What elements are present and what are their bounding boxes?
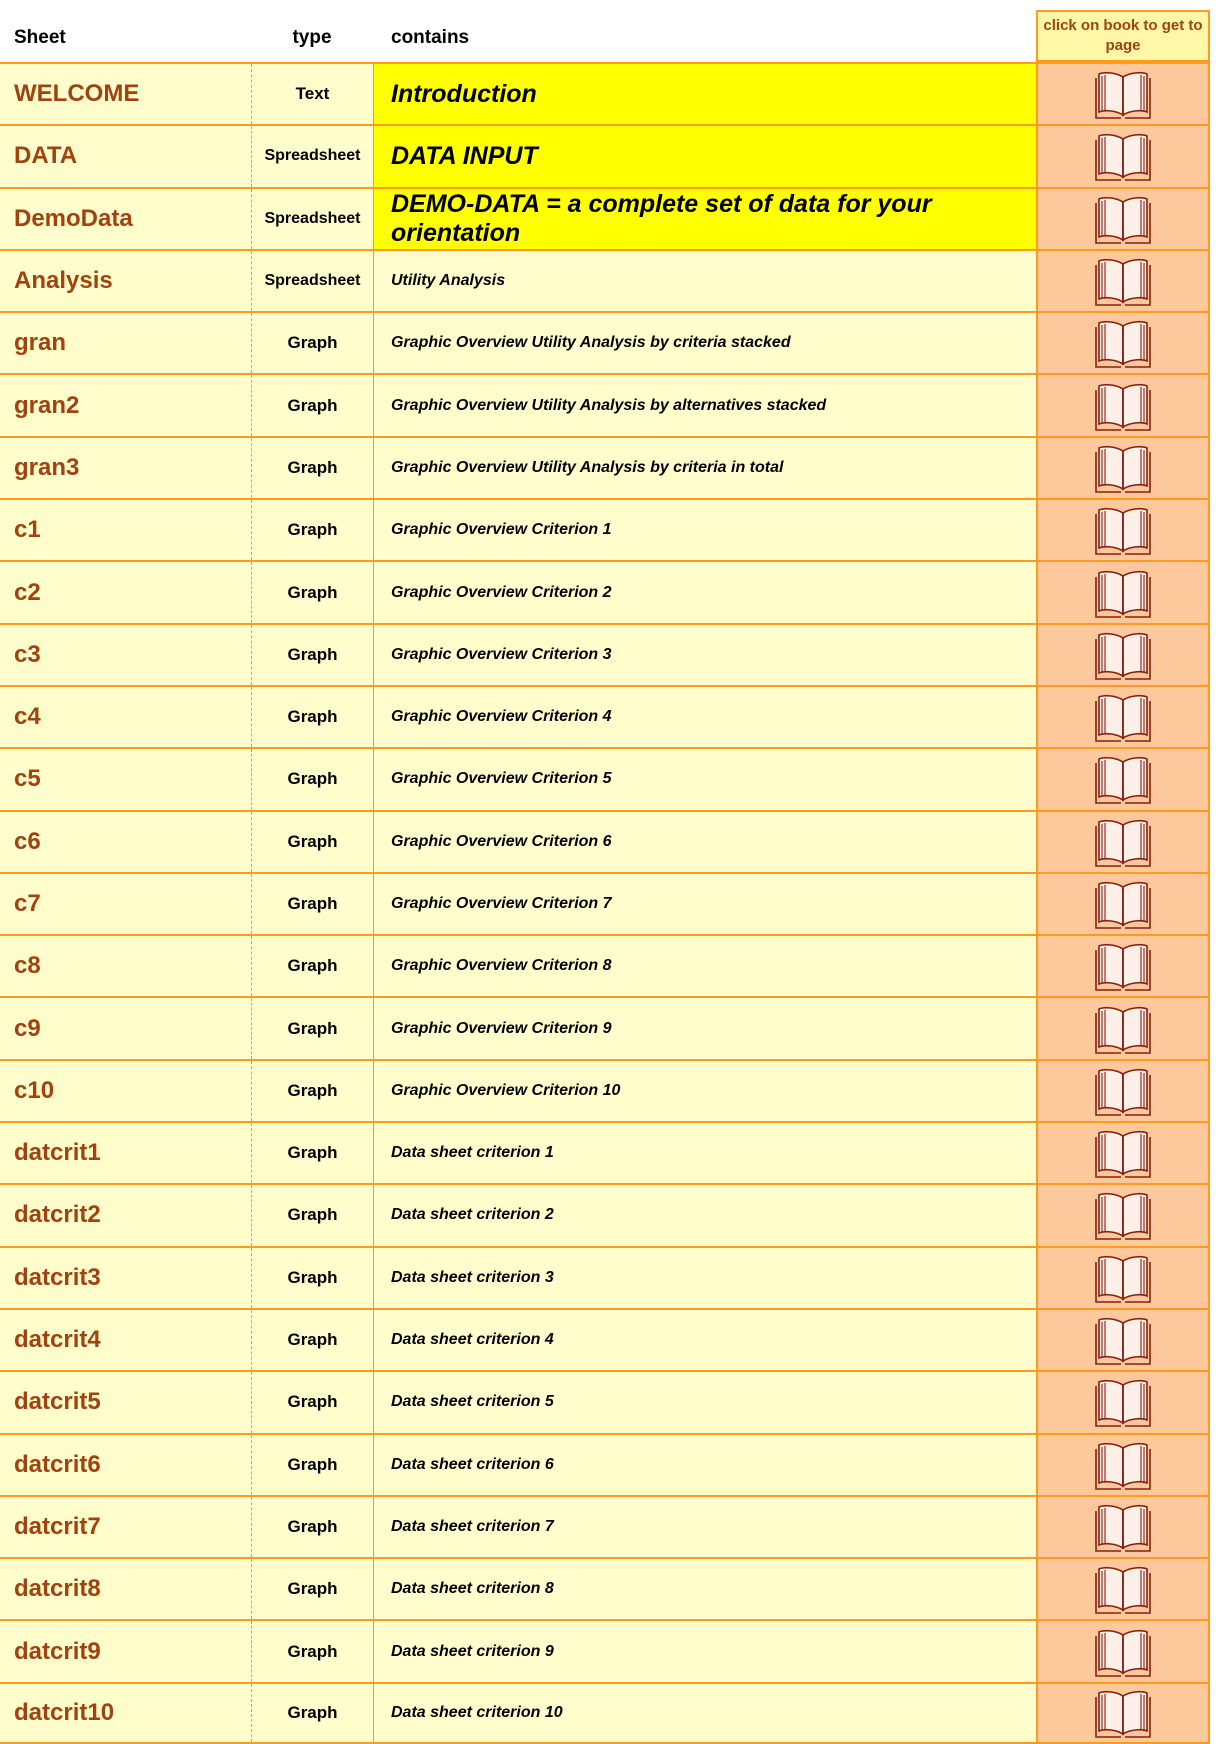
book-icon[interactable] xyxy=(1094,1501,1152,1553)
sheet-type: Graph xyxy=(252,1684,374,1742)
book-icon[interactable] xyxy=(1094,629,1152,681)
book-icon[interactable] xyxy=(1094,130,1152,182)
sheet-type: Graph xyxy=(252,1123,374,1183)
sheet-contains: DEMO-DATA = a complete set of data for your orientation xyxy=(374,189,1036,249)
sheet-type: Graph xyxy=(252,1372,374,1432)
sheet-type: Graph xyxy=(252,375,374,435)
book-link[interactable] xyxy=(1036,998,1210,1058)
table-header xyxy=(0,0,1216,64)
sheet-name: datcrit6 xyxy=(0,1435,252,1495)
table-row xyxy=(0,1682,1210,1744)
sheet-name: datcrit10 xyxy=(0,1684,252,1742)
sheet-type: Graph xyxy=(252,812,374,872)
sheet-name: datcrit9 xyxy=(0,1621,252,1681)
sheet-name: datcrit7 xyxy=(0,1497,252,1557)
book-icon[interactable] xyxy=(1094,193,1152,245)
book-icon[interactable] xyxy=(1094,1439,1152,1491)
sheet-contains: Data sheet criterion 3 xyxy=(391,1268,554,1286)
sheet-contains: Graphic Overview Criterion 9 xyxy=(391,1019,612,1037)
book-link[interactable] xyxy=(1036,687,1210,747)
sheet-contains: Data sheet criterion 2 xyxy=(391,1206,554,1224)
book-link[interactable] xyxy=(1036,1684,1210,1742)
sheet-type: Graph xyxy=(252,438,374,498)
sheet-type: Graph xyxy=(252,998,374,1058)
sheet-type: Graph xyxy=(252,625,374,685)
sheet-type: Text xyxy=(252,64,374,124)
header-sheet: Sheet xyxy=(14,27,66,48)
book-icon[interactable] xyxy=(1094,816,1152,868)
sheet-contains: Data sheet criterion 5 xyxy=(391,1393,554,1411)
sheet-contains: Data sheet criterion 10 xyxy=(391,1703,563,1721)
table-row xyxy=(0,934,1210,996)
book-icon[interactable] xyxy=(1094,380,1152,432)
sheet-type: Graph xyxy=(252,749,374,809)
table-row xyxy=(0,1495,1210,1557)
sheet-name: WELCOME xyxy=(0,64,252,124)
book-icon[interactable] xyxy=(1094,567,1152,619)
book-link[interactable] xyxy=(1036,126,1210,186)
sheet-type: Graph xyxy=(252,1185,374,1245)
table-row xyxy=(0,1059,1210,1121)
table-row xyxy=(0,249,1210,311)
sheet-contains: Graphic Overview Criterion 1 xyxy=(391,521,612,539)
book-link[interactable] xyxy=(1036,1559,1210,1619)
sheet-type: Graph xyxy=(252,313,374,373)
sheet-type: Graph xyxy=(252,1621,374,1681)
sheet-contains: Graphic Overview Criterion 8 xyxy=(391,957,612,975)
table-row xyxy=(0,996,1210,1058)
book-icon[interactable] xyxy=(1094,1376,1152,1428)
sheet-type: Graph xyxy=(252,562,374,622)
sheet-type: Graph xyxy=(252,687,374,747)
table-row xyxy=(0,436,1210,498)
book-icon[interactable] xyxy=(1094,691,1152,743)
sheet-name: c8 xyxy=(0,936,252,996)
sheet-contains: Graphic Overview Utility Analysis by criteria in total xyxy=(391,458,784,476)
sheet-contains: Data sheet criterion 7 xyxy=(391,1517,554,1535)
table-row xyxy=(0,1308,1210,1370)
book-icon[interactable] xyxy=(1094,940,1152,992)
book-icon[interactable] xyxy=(1094,504,1152,556)
sheet-name: Analysis xyxy=(0,251,252,311)
sheet-contains: Data sheet criterion 9 xyxy=(391,1642,554,1660)
table-row xyxy=(0,747,1210,809)
header-contains: contains xyxy=(391,27,470,48)
table-row xyxy=(0,560,1210,622)
table-row xyxy=(0,685,1210,747)
book-link[interactable] xyxy=(1036,64,1210,124)
sheet-name: gran xyxy=(0,313,252,373)
table-row xyxy=(0,1370,1210,1432)
book-link[interactable] xyxy=(1036,1248,1210,1308)
sheet-name: DATA xyxy=(0,126,252,186)
sheet-name: gran2 xyxy=(0,375,252,435)
sheet-type: Spreadsheet xyxy=(252,189,374,249)
sheet-name: DemoData xyxy=(0,189,252,249)
sheet-type: Graph xyxy=(252,936,374,996)
book-icon[interactable] xyxy=(1094,255,1152,307)
table-row xyxy=(0,872,1210,934)
book-link[interactable] xyxy=(1036,1435,1210,1495)
book-icon[interactable] xyxy=(1094,1626,1152,1678)
sheet-contains: Data sheet criterion 8 xyxy=(391,1580,554,1598)
sheet-contains: Graphic Overview Utility Analysis by criteria stacked xyxy=(391,334,791,352)
sheet-name: datcrit4 xyxy=(0,1310,252,1370)
sheet-contains: Graphic Overview Criterion 10 xyxy=(391,1081,621,1099)
sheet-contains: DATA INPUT xyxy=(374,126,1036,186)
book-link[interactable] xyxy=(1036,251,1210,311)
book-link[interactable] xyxy=(1036,1123,1210,1183)
sheet-type: Graph xyxy=(252,500,374,560)
sheet-type: Graph xyxy=(252,1061,374,1121)
table-row xyxy=(0,1433,1210,1495)
book-icon[interactable] xyxy=(1094,878,1152,930)
sheet-name: c3 xyxy=(0,625,252,685)
sheet-contains: Graphic Overview Criterion 3 xyxy=(391,645,612,663)
table-row xyxy=(0,187,1210,249)
header-type: type xyxy=(292,27,332,48)
sheet-name: datcrit3 xyxy=(0,1248,252,1308)
sheet-name: c4 xyxy=(0,687,252,747)
sheet-contains: Graphic Overview Criterion 2 xyxy=(391,583,612,601)
book-link[interactable] xyxy=(1036,438,1210,498)
book-icon[interactable] xyxy=(1094,1003,1152,1055)
table-row xyxy=(0,498,1210,560)
sheet-type: Spreadsheet xyxy=(252,251,374,311)
book-icon[interactable] xyxy=(1094,442,1152,494)
sheet-name: c1 xyxy=(0,500,252,560)
sheet-name: datcrit5 xyxy=(0,1372,252,1432)
header-book-hint: click on book to get to page xyxy=(1036,10,1210,62)
book-icon[interactable] xyxy=(1094,1252,1152,1304)
table-row xyxy=(0,62,1210,124)
sheet-name: datcrit8 xyxy=(0,1559,252,1619)
book-link[interactable] xyxy=(1036,1185,1210,1245)
table-row xyxy=(0,311,1210,373)
book-link[interactable] xyxy=(1036,936,1210,996)
sheet-name: c5 xyxy=(0,749,252,809)
sheet-type: Graph xyxy=(252,1497,374,1557)
sheet-contains: Graphic Overview Criterion 7 xyxy=(391,895,612,912)
book-icon[interactable] xyxy=(1094,1563,1152,1615)
sheet-contains: Graphic Overview Criterion 6 xyxy=(391,832,612,850)
table-row xyxy=(0,124,1210,186)
sheet-type: Graph xyxy=(252,1435,374,1495)
book-icon[interactable] xyxy=(1094,753,1152,805)
table-row xyxy=(0,810,1210,872)
book-icon[interactable] xyxy=(1094,1065,1152,1117)
sheet-name: datcrit1 xyxy=(0,1123,252,1183)
sheet-contains: Data sheet criterion 6 xyxy=(391,1455,554,1473)
table-row xyxy=(0,1183,1210,1245)
sheet-type: Graph xyxy=(252,1310,374,1370)
sheet-contains: Graphic Overview Utility Analysis by alternatives stacked xyxy=(391,396,827,414)
book-link[interactable] xyxy=(1036,749,1210,809)
sheet-type: Graph xyxy=(252,874,374,934)
sheet-contains: Data sheet criterion 4 xyxy=(391,1331,554,1349)
table-row xyxy=(0,1246,1210,1308)
sheet-contains: Utility Analysis xyxy=(391,272,506,290)
sheet-type: Graph xyxy=(252,1559,374,1619)
book-icon[interactable] xyxy=(1094,1189,1152,1241)
sheet-name: c2 xyxy=(0,562,252,622)
sheet-type: Graph xyxy=(252,1248,374,1308)
book-icon[interactable] xyxy=(1094,1687,1152,1739)
book-link[interactable] xyxy=(1036,189,1210,249)
book-link[interactable] xyxy=(1036,562,1210,622)
sheet-index-table xyxy=(0,62,1210,1744)
book-link[interactable] xyxy=(1036,500,1210,560)
sheet-name: c6 xyxy=(0,812,252,872)
book-icon[interactable] xyxy=(1094,317,1152,369)
book-link[interactable] xyxy=(1036,1061,1210,1121)
book-link[interactable] xyxy=(1036,375,1210,435)
book-icon[interactable] xyxy=(1094,1314,1152,1366)
book-link[interactable] xyxy=(1036,1310,1210,1370)
book-icon[interactable] xyxy=(1094,68,1152,120)
table-row xyxy=(0,1121,1210,1183)
book-link[interactable] xyxy=(1036,874,1210,934)
book-link[interactable] xyxy=(1036,1372,1210,1432)
sheet-name: gran3 xyxy=(0,438,252,498)
sheet-name: datcrit2 xyxy=(0,1185,252,1245)
table-row xyxy=(0,623,1210,685)
sheet-contains: Graphic Overview Criterion 4 xyxy=(391,708,612,726)
table-row xyxy=(0,373,1210,435)
table-row xyxy=(0,1557,1210,1619)
book-link[interactable] xyxy=(1036,1497,1210,1557)
book-link[interactable] xyxy=(1036,625,1210,685)
sheet-name: c7 xyxy=(0,874,252,934)
sheet-contains: Introduction xyxy=(374,64,1036,124)
sheet-contains: Data sheet criterion 1 xyxy=(391,1144,554,1162)
book-icon[interactable] xyxy=(1094,1127,1152,1179)
book-link[interactable] xyxy=(1036,313,1210,373)
sheet-name: c9 xyxy=(0,998,252,1058)
book-link[interactable] xyxy=(1036,1621,1210,1681)
sheet-name: c10 xyxy=(0,1061,252,1121)
table-row xyxy=(0,1619,1210,1681)
sheet-type: Spreadsheet xyxy=(252,126,374,186)
book-link[interactable] xyxy=(1036,812,1210,872)
sheet-contains: Graphic Overview Criterion 5 xyxy=(391,770,612,788)
